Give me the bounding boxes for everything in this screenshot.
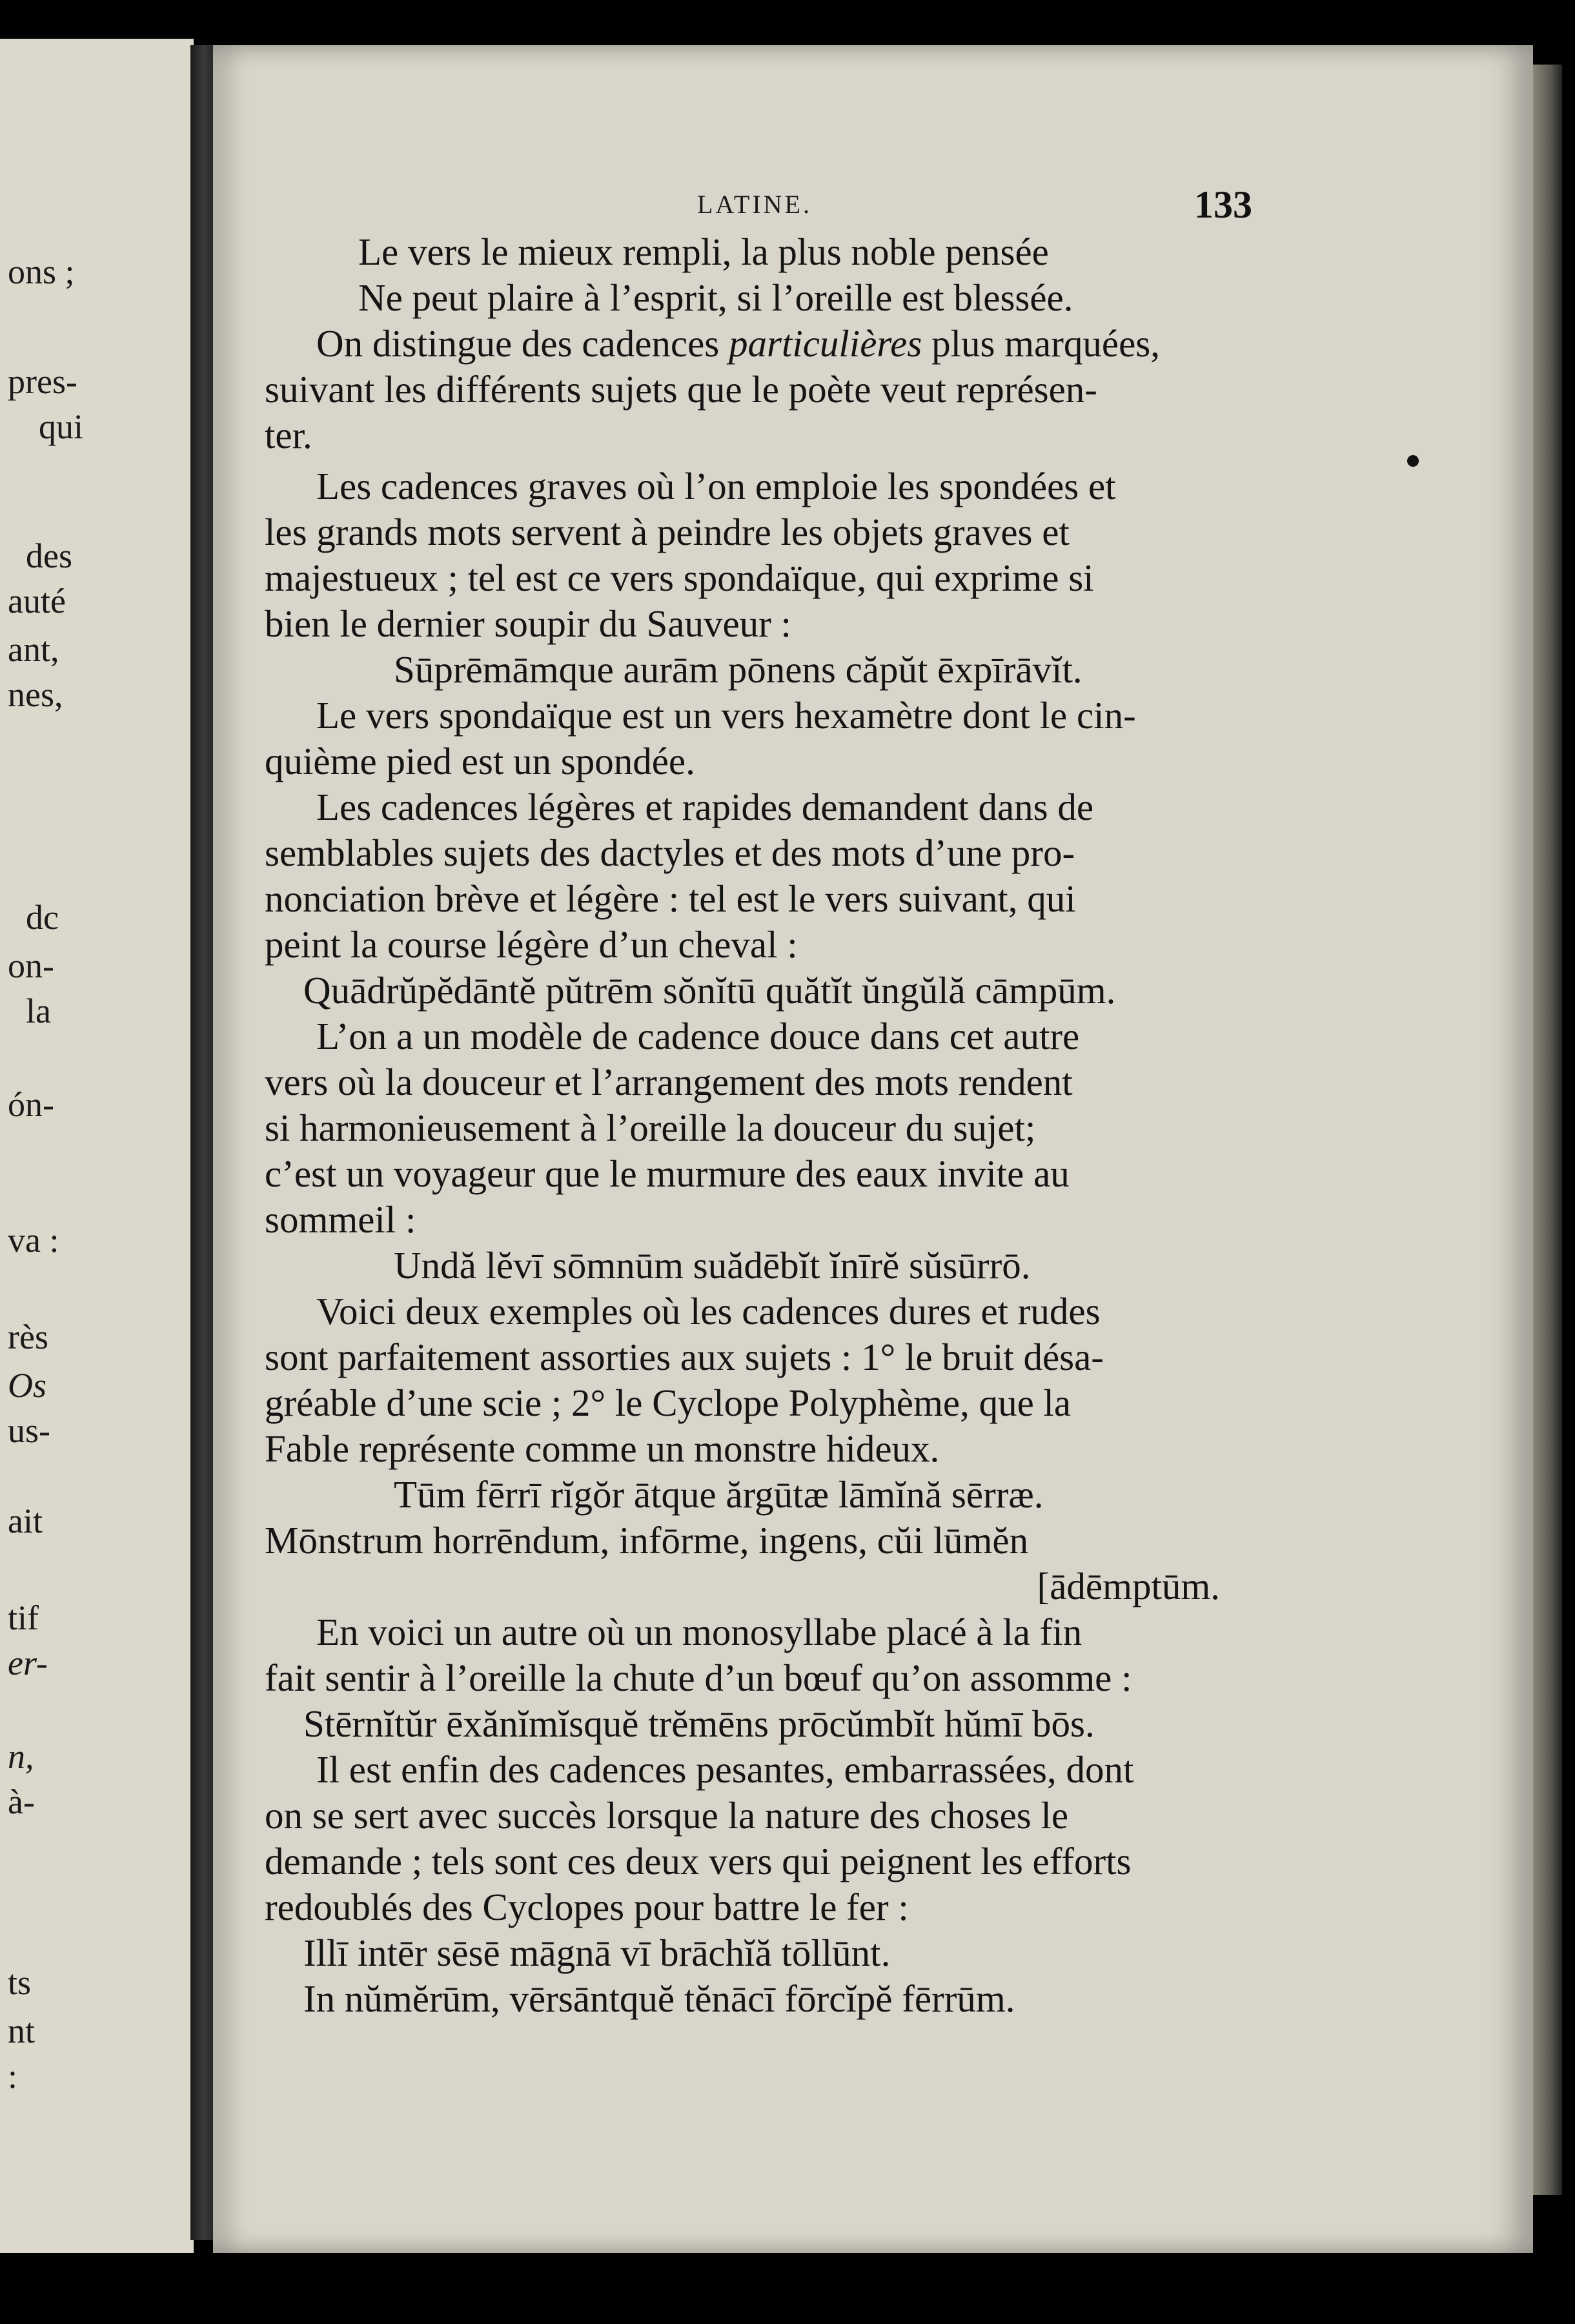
paragraph-line: sommeil :: [265, 1198, 416, 1241]
latin-verse: Tūm fērrī rĭgŏr ātque ărgūtæ lāmĭnă sērræ.: [394, 1473, 1044, 1516]
paragraph-line: fait sentir à l’oreille la chute d’un bœuf qu’on assomme :: [265, 1656, 1132, 1699]
paragraph-line: quième pied est un spondée.: [265, 740, 695, 782]
left-fragment: pres-: [8, 362, 77, 401]
paragraph-line: bien le dernier soupir du Sauveur :: [265, 602, 791, 645]
paragraph-line: nonciation brève et légère : tel est le vers suivant, qui: [265, 877, 1076, 920]
paragraph-line: gréable d’une scie ; 2° le Cyclope Polyphème, que la: [265, 1381, 1072, 1424]
paragraph-line: En voici un autre où un monosyllabe placé à la fin: [316, 1611, 1082, 1653]
paragraph-line: L’on a un modèle de cadence douce dans cet autre: [316, 1015, 1080, 1057]
paragraph-line: c’est un voyageur que le murmure des eaux invite au: [265, 1152, 1070, 1195]
left-fragment: qui: [39, 407, 84, 446]
left-fragment: :: [8, 2057, 18, 2095]
paragraph-line: redoublés des Cyclopes pour battre le fer :: [265, 1886, 909, 1928]
paragraph-line: Fable représente comme un monstre hideux.: [265, 1427, 940, 1470]
paragraph-line: on se sert avec succès lorsque la nature des choses le: [265, 1794, 1069, 1837]
paragraph-line: suivant les différents sujets que le poète veut représen-: [265, 368, 1097, 411]
left-page-edge: [0, 39, 194, 2253]
left-fragment: ons ;: [8, 252, 75, 291]
verse-line: Le vers le mieux rempli, la plus noble pensée: [358, 230, 1049, 273]
left-fragment: dc: [26, 898, 59, 937]
left-fragment: des: [26, 536, 72, 575]
paragraph-line: sont parfaitement assorties aux sujets : 1° le bruit désa-: [265, 1336, 1104, 1378]
paragraph-line: Voici deux exemples où les cadences dures et rudes: [316, 1290, 1101, 1332]
verse-line: Ne peut plaire à l’esprit, si l’oreille est blessée.: [358, 276, 1073, 319]
paragraph-line: demande ; tels sont ces deux vers qui peignent les efforts: [265, 1840, 1132, 1882]
paragraph-line: peint la course légère d’un cheval :: [265, 923, 798, 966]
left-fragment: Os: [8, 1366, 47, 1405]
page-body: [265, 229, 1233, 2022]
left-fragment: à-: [8, 1782, 35, 1821]
paragraph-line: Il est enfin des cadences pesantes, embarrassées, dont: [316, 1748, 1134, 1791]
paragraph-line: semblables sujets des dactyles et des mots d’une pro-: [265, 831, 1075, 874]
running-head: LATINE.: [697, 190, 812, 219]
latin-verse: Quādrŭpĕdāntĕ pŭtrēm sŏnĭtū quătĭt ŭngŭlă cāmpūm.: [303, 969, 1116, 1012]
left-fragment: nes,: [8, 675, 63, 714]
left-page-text: [0, 39, 194, 2253]
latin-verse: In nŭmĕrūm, vērsāntquĕ tĕnācī fōrcĭpĕ fērrūm.: [303, 1977, 1015, 2020]
left-fragment: er-: [8, 1644, 48, 1682]
latin-verse: Stērnĭtŭr ēxănĭmĭsquĕ trĕmēns prōcŭmbĭt hŭmī bōs.: [303, 1702, 1095, 1745]
paragraph-line: les grands mots servent à peindre les objets graves et: [265, 511, 1070, 553]
latin-verse: Undă lĕvī sōmnūm suădēbĭt ĭnīrĕ sŭsūrrō.: [394, 1244, 1031, 1287]
left-fragment: ts: [8, 1963, 32, 2002]
paragraph-line: On distingue des cadences particulières plus marquées,: [316, 322, 1160, 365]
paragraph-line: vers où la douceur et l’arrangement des mots rendent: [265, 1061, 1073, 1103]
left-fragment: on-: [8, 946, 54, 985]
page-number: 133: [1194, 183, 1252, 226]
left-fragment: rès: [8, 1318, 48, 1356]
left-fragment: auté: [8, 582, 66, 620]
page-edge: [1533, 65, 1562, 2195]
left-fragment: la: [26, 992, 51, 1030]
left-fragment: n,: [8, 1737, 34, 1776]
left-fragment: tif: [8, 1598, 39, 1637]
paragraph-line: si harmonieusement à l’oreille la douceur du sujet;: [265, 1106, 1036, 1149]
book-gutter: [190, 45, 216, 2240]
paragraph-line: Le vers spondaïque est un vers hexamètre dont le cin-: [316, 694, 1136, 737]
paragraph-line: Les cadences légères et rapides demandent dans de: [316, 786, 1094, 828]
paragraph-line: Les cadences graves où l’on emploie les spondées et: [316, 465, 1116, 507]
left-fragment: ant,: [8, 630, 59, 669]
left-fragment: ait: [8, 1502, 43, 1540]
paragraph-line: ter.: [265, 414, 312, 456]
paragraph-line: majestueux ; tel est ce vers spondaïque, qui exprime si: [265, 556, 1094, 599]
left-fragment: us-: [8, 1411, 50, 1450]
latin-verse: Illī intēr sēsē māgnā vī brāchĭă tōllūnt.: [303, 1932, 891, 1974]
latin-verse-continuation: [ādēmptūm.: [1037, 1565, 1220, 1607]
ink-blot: [1407, 455, 1419, 467]
left-fragment: nt: [8, 2012, 36, 2050]
latin-verse: Mōnstrum horrēndum, infōrme, ingens, cŭi lūmĕn: [265, 1519, 1029, 1562]
page-header: [503, 183, 1252, 234]
left-fragment: va :: [8, 1221, 59, 1259]
latin-verse: Sūprēmāmque aurām pōnens căpŭt ēxpīrāvĭt.: [394, 648, 1082, 691]
left-fragment: ón-: [8, 1085, 54, 1124]
